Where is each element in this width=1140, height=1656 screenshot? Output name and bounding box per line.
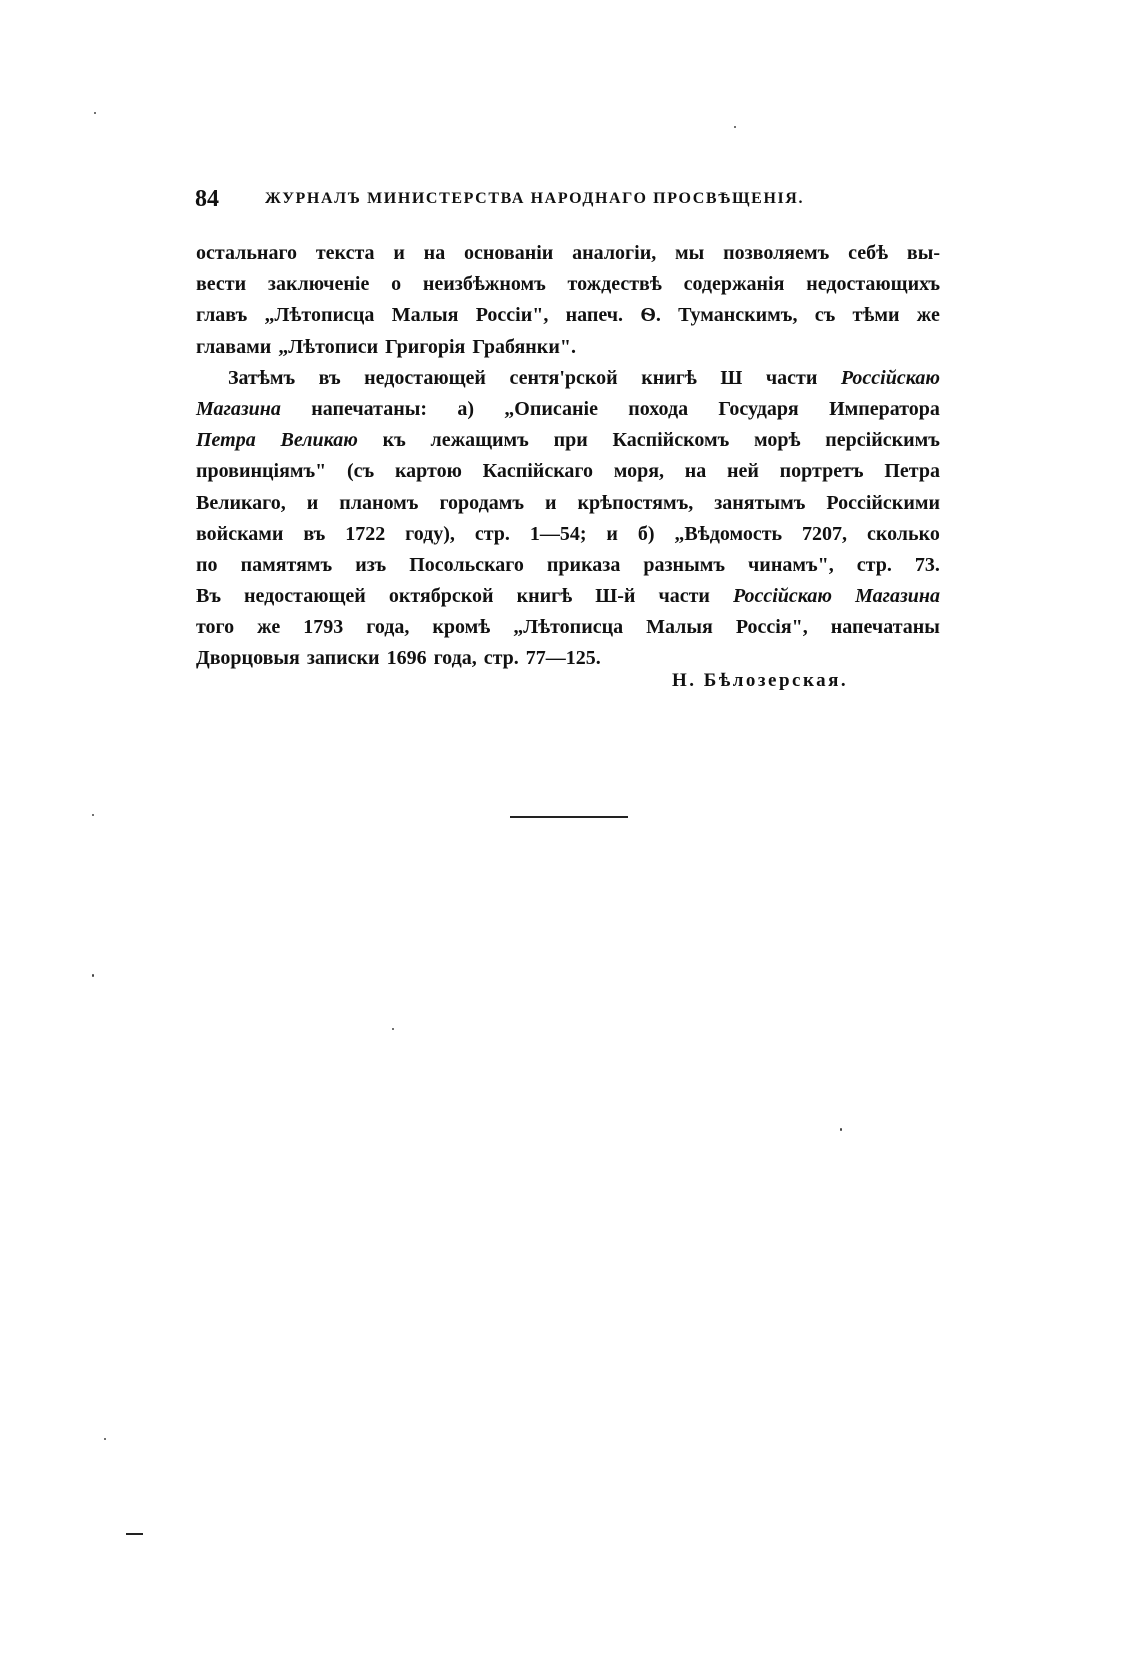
- text-line: [196, 425, 940, 456]
- word: позволяемъ: [723, 242, 830, 264]
- text-line: [196, 488, 940, 519]
- text-line: [196, 612, 940, 643]
- text-line: [196, 363, 940, 394]
- page-header: [195, 186, 860, 216]
- word: и: [606, 522, 618, 545]
- word: Малыя: [391, 304, 459, 327]
- scan-speck: [840, 1128, 842, 1131]
- text-line: [196, 394, 940, 425]
- word: 1722: [345, 522, 386, 545]
- word: Государя: [718, 397, 799, 420]
- word: въ: [318, 366, 341, 389]
- word: 7207,: [802, 522, 848, 545]
- word: памятямъ: [240, 553, 333, 576]
- word: и: [545, 491, 557, 514]
- word: занятымъ: [714, 491, 806, 514]
- word: на: [423, 242, 446, 264]
- word: Каспійскаго: [482, 460, 593, 483]
- word: лежащимъ: [430, 429, 529, 452]
- word: Дворцовыя: [196, 647, 300, 670]
- word: Петра: [884, 460, 940, 483]
- word: Россія",: [735, 616, 808, 639]
- word: книгѣ: [516, 585, 573, 608]
- word: записки: [306, 647, 380, 670]
- word: ней: [727, 460, 759, 483]
- word: Въ: [196, 585, 221, 608]
- text-line: [196, 300, 940, 331]
- word: войсками: [196, 522, 284, 545]
- word: стр.: [856, 553, 892, 576]
- word: 1793: [303, 616, 344, 639]
- word: городамъ: [439, 491, 524, 514]
- word: съ: [814, 304, 836, 327]
- word: (съ: [347, 460, 375, 483]
- word: напеч.: [565, 304, 624, 327]
- text-line: [196, 456, 940, 487]
- word: текста: [315, 242, 375, 264]
- page-number: 84: [195, 186, 219, 212]
- scan-speck: [94, 112, 96, 114]
- running-head: ЖУРНАЛЪ МИНИСТЕРСТВА НАРОДНАГО ПРОСВѢЩЕНІЯ.: [265, 190, 805, 207]
- word: года,: [366, 616, 410, 639]
- section-divider: [510, 816, 628, 818]
- text-line: [196, 269, 940, 300]
- text-line: [196, 332, 940, 363]
- word: Императора: [829, 397, 940, 420]
- word: Россіи",: [475, 304, 549, 327]
- word: недостающей: [244, 585, 366, 608]
- word: изъ: [355, 553, 387, 576]
- word: остальнаго: [196, 242, 298, 264]
- word: стр.: [474, 522, 510, 545]
- word: недостающихъ: [806, 273, 940, 296]
- word: Ш-й: [595, 585, 636, 608]
- word: книгѣ: [641, 366, 697, 389]
- word: года,: [433, 647, 477, 670]
- word: тѣми: [852, 304, 900, 327]
- word: портретъ: [779, 460, 864, 483]
- word: себѣ: [848, 242, 889, 264]
- word: б): [637, 522, 655, 545]
- word: Грабянки".: [472, 335, 576, 358]
- word: напечатаны: [830, 616, 940, 639]
- word: моря,: [613, 460, 665, 483]
- word: къ: [382, 429, 406, 452]
- word: похода: [628, 397, 689, 420]
- scan-speck: [392, 1028, 394, 1030]
- word: сентя'рской: [509, 366, 618, 389]
- word: неизбѣжномъ: [422, 273, 546, 296]
- word: вести: [196, 273, 247, 296]
- scan-speck: [92, 974, 94, 977]
- word: „Вѣдомость: [674, 522, 783, 545]
- word: въ: [303, 522, 326, 545]
- word: и: [393, 242, 405, 264]
- italic-word: Великаю: [280, 429, 358, 452]
- scan-speck: [734, 126, 736, 128]
- word: картою: [394, 460, 462, 483]
- word: октябрской: [388, 585, 494, 608]
- word: части: [765, 366, 818, 389]
- italic-word: Магазина: [855, 585, 940, 608]
- word: на: [684, 460, 707, 483]
- word: Россійскими: [826, 491, 940, 514]
- word: Каспійскомъ: [612, 429, 730, 452]
- word: недостающей: [364, 366, 486, 389]
- word: 73.: [914, 553, 940, 576]
- word: стр.: [483, 647, 519, 670]
- word: „Лѣтописца: [513, 616, 624, 639]
- word: главами: [196, 335, 272, 358]
- word: Григорія: [385, 335, 466, 358]
- word: а): [457, 397, 474, 420]
- word: части: [658, 585, 710, 608]
- word: заключеніе: [267, 273, 370, 296]
- text-line: [196, 550, 940, 581]
- word: сколько: [866, 522, 940, 545]
- word: чинамъ",: [748, 553, 834, 576]
- word: приказа: [546, 553, 621, 576]
- word: Ѳ.: [640, 304, 661, 327]
- text-line: [196, 519, 940, 550]
- word: Посольскаго: [409, 553, 524, 576]
- word: морѣ: [754, 429, 801, 452]
- word: же: [916, 304, 940, 327]
- italic-word: Россійскаю: [840, 366, 940, 389]
- word: планомъ: [339, 491, 419, 514]
- word: вы-: [906, 242, 940, 264]
- word: по: [196, 553, 218, 576]
- word: провинціямъ": [196, 460, 327, 483]
- word: тождествѣ: [567, 273, 662, 296]
- word: главъ: [196, 304, 248, 327]
- word: Затѣмъ: [228, 366, 296, 389]
- word: „Лѣтописца: [264, 304, 375, 327]
- article-text: [196, 238, 940, 675]
- word: Малыя: [646, 616, 713, 639]
- word: Туманскимъ,: [678, 304, 798, 327]
- word: и: [306, 491, 319, 514]
- word: году),: [405, 522, 455, 545]
- word: „Лѣтописи: [278, 335, 379, 358]
- word: 77—125.: [525, 647, 601, 670]
- word: о: [391, 273, 402, 296]
- scan-speck: [104, 1438, 106, 1440]
- word: напечатаны:: [311, 397, 428, 420]
- word: „Описаніе: [504, 397, 598, 420]
- word: Великаго,: [196, 491, 286, 514]
- italic-word: Магазина: [196, 397, 281, 420]
- italic-word: Петра: [196, 429, 256, 452]
- word: персійскимъ: [825, 429, 940, 452]
- scan-speck: [92, 814, 94, 816]
- word: основаніи: [464, 242, 554, 264]
- word: Ш: [720, 366, 743, 389]
- word: того: [196, 616, 235, 639]
- word: 1696: [386, 647, 427, 670]
- text-line: [196, 581, 940, 612]
- scan-edge-mark: [126, 1533, 143, 1535]
- word: при: [553, 429, 588, 452]
- word: же: [257, 616, 281, 639]
- italic-word: Россійскаю: [732, 585, 833, 608]
- word: разнымъ: [643, 553, 725, 576]
- word: крѣпостямъ,: [577, 491, 694, 514]
- word: кромѣ: [432, 616, 491, 639]
- word: содержанія: [683, 273, 785, 296]
- text-line: [196, 238, 940, 269]
- word: 1—54;: [529, 522, 587, 545]
- word: аналогіи,: [572, 242, 657, 264]
- word: мы: [675, 242, 705, 264]
- author-signature: Н. Бѣлозерская.: [672, 670, 849, 691]
